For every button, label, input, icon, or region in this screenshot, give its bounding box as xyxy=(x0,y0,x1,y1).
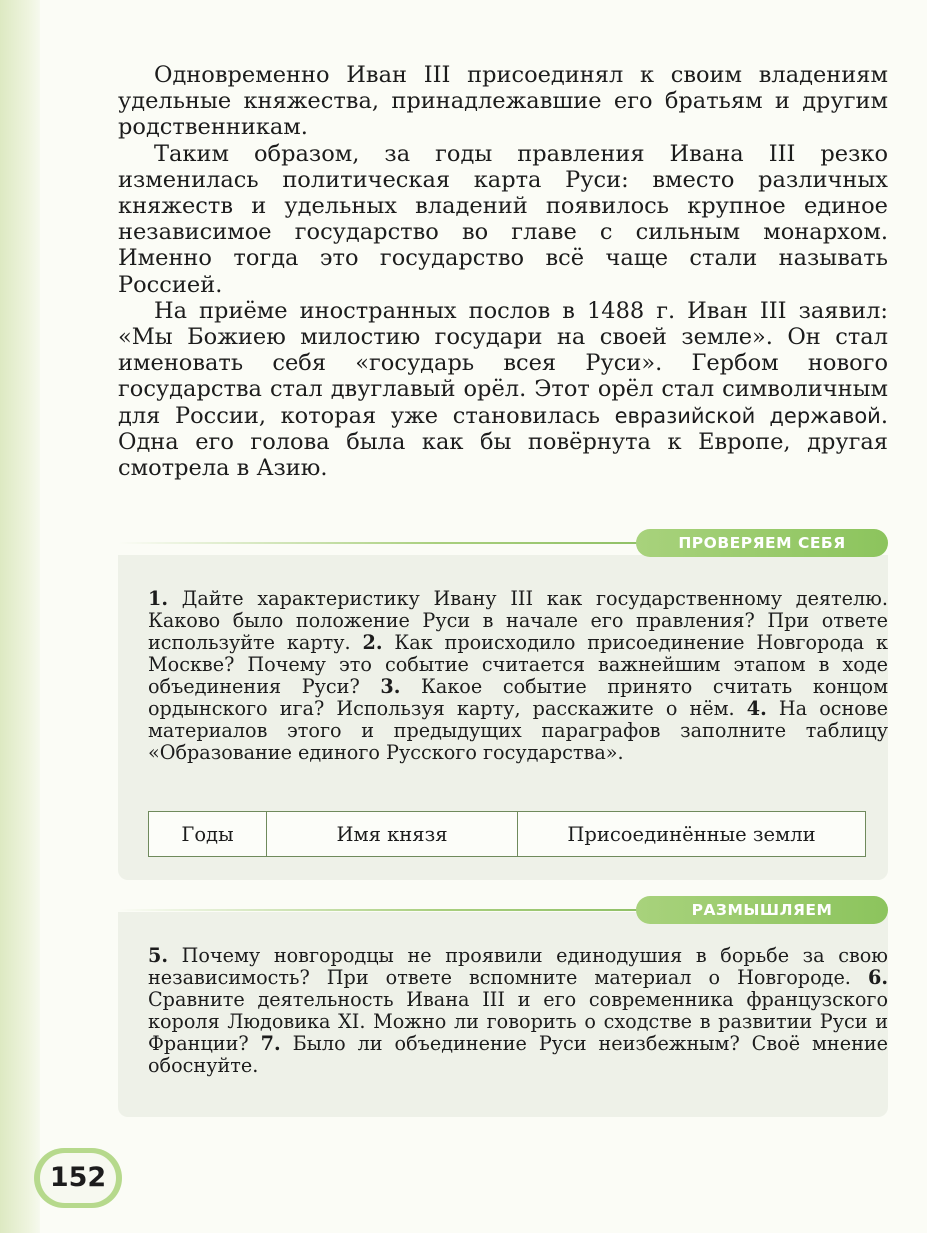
question-4: На основе материалов этого и предыдущих параграфов заполните таблицу «Образование единого Русского государства». xyxy=(148,697,889,764)
question-2: Как происходило присоединение Новгорода к Москве? Почему это событие считается важнейшим этапом в ходе объединения Руси? xyxy=(148,631,888,698)
question-number: 7. xyxy=(260,1032,281,1055)
page-margin-strip xyxy=(0,0,40,1233)
fill-in-table xyxy=(148,811,866,857)
table-header-years: Годы xyxy=(149,812,267,857)
page-number: 152 xyxy=(40,1153,116,1203)
key-term: евразийской державой xyxy=(614,403,881,428)
table-header-row xyxy=(149,812,866,857)
reflect-questions xyxy=(148,945,888,1077)
question-6: Сравните деятельность Ивана III и его современника французского короля Людовика XI. Можно ли говорить о сходстве в развитии Руси и Франции? xyxy=(148,988,888,1055)
question-number: 2. xyxy=(362,631,383,654)
question-number: 5. xyxy=(148,944,169,967)
check-section-header xyxy=(118,529,888,557)
check-section-title: ПРОВЕРЯЕМ СЕБЯ xyxy=(636,529,888,557)
question-7: Было ли объединение Руси неизбежным? Своё мнение обоснуйте. xyxy=(148,1032,888,1077)
table-header-lands: Присоединённые земли xyxy=(518,812,866,857)
question-number: 4. xyxy=(746,697,767,720)
page-number-badge xyxy=(34,1148,122,1208)
main-text xyxy=(118,62,888,481)
paragraph-2: Таким образом, за годы правления Ивана III резко изменилась политическая карта Руси: вместо различных княжеств и удельных владений появилось крупное единое независимое государство во главе с сильным монархом. Именно тогда это государство всё чаще стали называть Россией. xyxy=(118,140,888,298)
question-5: Почему новгородцы не проявили единодушия в борьбе за свою независимость? При ответе вспомните материал о Новгороде. xyxy=(148,944,888,989)
question-3: Какое событие принято считать концом ордынского ига? Используя карту, расскажите о нём. xyxy=(148,675,888,720)
reflect-section-header xyxy=(118,896,888,924)
check-questions xyxy=(148,588,888,764)
reflect-section-title: РАЗМЫШЛЯЕМ xyxy=(636,896,888,924)
question-number: 6. xyxy=(867,966,888,989)
question-number: 1. xyxy=(148,587,169,610)
section-rule xyxy=(118,542,648,544)
question-1: Дайте характеристику Ивану III как государственному деятелю. Каково было положение Руси в начале его правления? При ответе используйте карту. xyxy=(148,587,888,654)
section-rule xyxy=(118,909,648,911)
paragraph-3-start: На приёме иностранных послов в 1488 г. Иван III заявил: «Мы Божиею милостию государи на своей земле». Он стал именовать себя «государь всея Руси». Гербом нового государства стал двуглавый орёл. Этот орёл стал символичным для России, которая уже становилась xyxy=(118,297,888,429)
paragraph-1: Одновременно Иван III присоединял к своим владениям удельные княжества, принадлежавшие его братьям и другим родственникам. xyxy=(118,62,888,141)
table-header-prince: Имя князя xyxy=(267,812,518,857)
paragraph-3 xyxy=(118,298,888,481)
paragraph-3-end: . Одна его голова была как бы повёрнута к Европе, другая смотрела в Азию. xyxy=(118,402,888,482)
question-number: 3. xyxy=(380,675,401,698)
